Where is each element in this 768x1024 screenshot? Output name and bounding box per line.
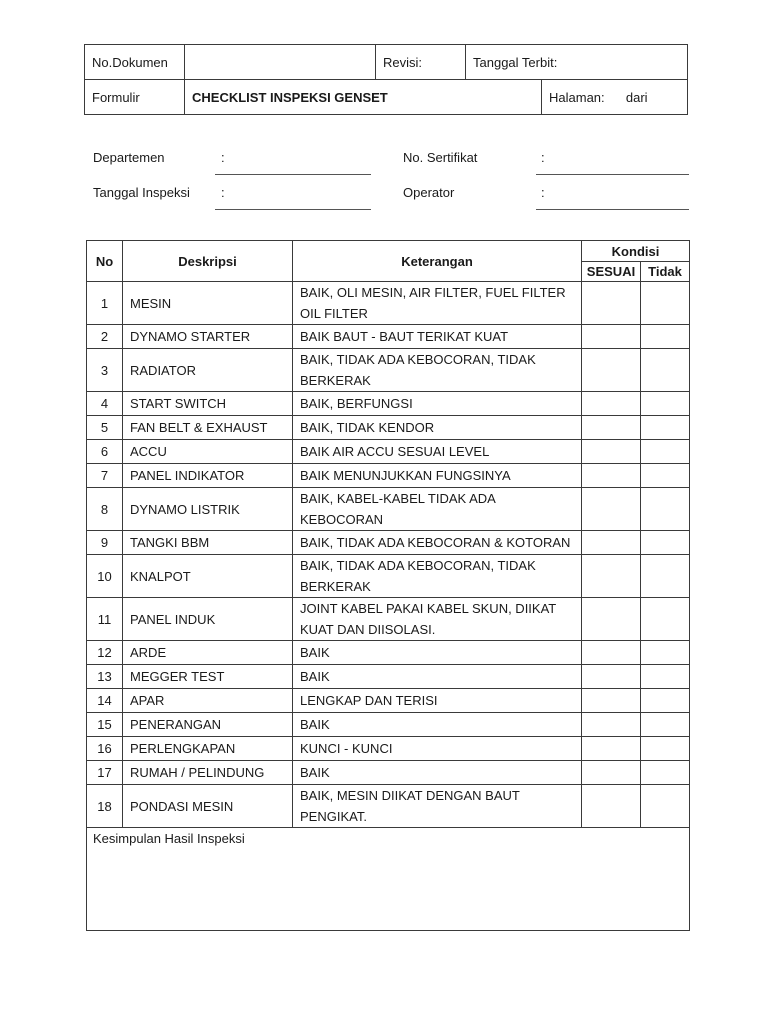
row-tidak-cell[interactable] (641, 325, 690, 349)
table-row (87, 282, 690, 325)
row-deskripsi: DYNAMO STARTER (123, 325, 293, 349)
row-sesuai-cell[interactable] (582, 464, 641, 488)
table-row (87, 349, 690, 392)
row-tidak-cell[interactable] (641, 282, 690, 325)
row-number: 15 (87, 713, 123, 737)
operator-input-line[interactable] (536, 209, 689, 210)
row-number: 8 (87, 488, 123, 531)
halaman-cell (542, 80, 688, 115)
row-tidak-cell[interactable] (641, 689, 690, 713)
row-deskripsi: FAN BELT & EXHAUST (123, 416, 293, 440)
row-tidak-cell[interactable] (641, 665, 690, 689)
table-row (87, 325, 690, 349)
table-row (87, 785, 690, 828)
row-sesuai-cell[interactable] (582, 325, 641, 349)
col-header-no: No (87, 241, 123, 282)
row-deskripsi: RADIATOR (123, 349, 293, 392)
row-deskripsi: TANGKI BBM (123, 531, 293, 555)
row-tidak-cell[interactable] (641, 713, 690, 737)
row-tidak-cell[interactable] (641, 488, 690, 531)
kesimpulan-row (87, 828, 690, 931)
revisi-label: Revisi: (376, 45, 466, 80)
row-tidak-cell[interactable] (641, 531, 690, 555)
row-tidak-cell[interactable] (641, 416, 690, 440)
row-keterangan: BAIK MENUNJUKKAN FUNGSINYA (293, 464, 582, 488)
table-row (87, 464, 690, 488)
row-tidak-cell[interactable] (641, 737, 690, 761)
row-keterangan: KUNCI - KUNCI (293, 737, 582, 761)
form-title: CHECKLIST INSPEKSI GENSET (185, 80, 542, 115)
row-keterangan: BAIK, TIDAK ADA KEBOCORAN & KOTORAN (293, 531, 582, 555)
tanggal-inspeksi-colon: : (221, 185, 225, 200)
row-sesuai-cell[interactable] (582, 349, 641, 392)
row-number: 5 (87, 416, 123, 440)
no-sertifikat-input-line[interactable] (536, 174, 689, 175)
row-sesuai-cell[interactable] (582, 531, 641, 555)
row-keterangan: BAIK (293, 641, 582, 665)
checklist-body (87, 282, 690, 828)
row-number: 11 (87, 598, 123, 641)
row-number: 18 (87, 785, 123, 828)
row-number: 2 (87, 325, 123, 349)
row-deskripsi: APAR (123, 689, 293, 713)
tanggal-inspeksi-input-line[interactable] (215, 209, 371, 210)
row-keterangan: BAIK (293, 713, 582, 737)
table-row (87, 665, 690, 689)
row-tidak-cell[interactable] (641, 464, 690, 488)
row-keterangan: LENGKAP DAN TERISI (293, 689, 582, 713)
kesimpulan-cell[interactable] (87, 828, 690, 931)
row-keterangan: BAIK (293, 665, 582, 689)
row-deskripsi: PENERANGAN (123, 713, 293, 737)
row-sesuai-cell[interactable] (582, 555, 641, 598)
no-sertifikat-label: No. Sertifikat (403, 150, 478, 165)
row-deskripsi: RUMAH / PELINDUNG (123, 761, 293, 785)
formulir-label: Formulir (85, 80, 185, 115)
document-header-table (84, 44, 688, 115)
col-header-keterangan: Keterangan (293, 241, 582, 282)
row-sesuai-cell[interactable] (582, 737, 641, 761)
row-tidak-cell[interactable] (641, 641, 690, 665)
row-number: 4 (87, 392, 123, 416)
row-number: 1 (87, 282, 123, 325)
row-sesuai-cell[interactable] (582, 416, 641, 440)
no-dokumen-label: No.Dokumen (85, 45, 185, 80)
table-header-row (87, 241, 690, 262)
col-header-sesuai: SESUAI (582, 262, 641, 282)
row-keterangan: BAIK BAUT - BAUT TERIKAT KUAT (293, 325, 582, 349)
row-number: 14 (87, 689, 123, 713)
row-keterangan: BAIK, MESIN DIIKAT DENGAN BAUT PENGIKAT. (293, 785, 582, 828)
row-number: 7 (87, 464, 123, 488)
row-number: 16 (87, 737, 123, 761)
row-sesuai-cell[interactable] (582, 713, 641, 737)
row-number: 13 (87, 665, 123, 689)
table-row (87, 416, 690, 440)
row-sesuai-cell[interactable] (582, 440, 641, 464)
table-row (87, 392, 690, 416)
row-keterangan: BAIK, TIDAK ADA KEBOCORAN, TIDAK BERKERAK (293, 349, 582, 392)
table-row (87, 440, 690, 464)
row-keterangan: BAIK AIR ACCU SESUAI LEVEL (293, 440, 582, 464)
no-dokumen-value[interactable] (185, 45, 376, 80)
header-row-document (85, 45, 688, 80)
col-header-tidak: Tidak (641, 262, 690, 282)
table-row (87, 713, 690, 737)
table-row (87, 737, 690, 761)
row-sesuai-cell[interactable] (582, 785, 641, 828)
row-sesuai-cell[interactable] (582, 392, 641, 416)
row-number: 9 (87, 531, 123, 555)
halaman-label: Halaman: (549, 89, 605, 105)
departemen-label: Departemen (93, 150, 165, 165)
row-keterangan: BAIK, TIDAK ADA KEBOCORAN, TIDAK BERKERAK (293, 555, 582, 598)
dari-label: dari (625, 89, 648, 105)
row-keterangan: BAIK, KABEL-KABEL TIDAK ADA KEBOCORAN (293, 488, 582, 531)
row-number: 12 (87, 641, 123, 665)
no-sertifikat-colon: : (541, 150, 545, 165)
row-tidak-cell[interactable] (641, 440, 690, 464)
row-number: 17 (87, 761, 123, 785)
table-row (87, 531, 690, 555)
header-row-form (85, 80, 688, 115)
row-deskripsi: DYNAMO LISTRIK (123, 488, 293, 531)
table-row (87, 689, 690, 713)
departemen-input-line[interactable] (215, 174, 371, 175)
row-tidak-cell[interactable] (641, 598, 690, 641)
row-tidak-cell[interactable] (641, 785, 690, 828)
row-deskripsi: PERLENGKAPAN (123, 737, 293, 761)
row-tidak-cell[interactable] (641, 761, 690, 785)
operator-colon: : (541, 185, 545, 200)
row-sesuai-cell[interactable] (582, 761, 641, 785)
row-deskripsi: PANEL INDUK (123, 598, 293, 641)
table-row (87, 641, 690, 665)
row-tidak-cell[interactable] (641, 392, 690, 416)
row-sesuai-cell[interactable] (582, 598, 641, 641)
row-deskripsi: ARDE (123, 641, 293, 665)
row-sesuai-cell[interactable] (582, 665, 641, 689)
row-sesuai-cell[interactable] (582, 488, 641, 531)
row-keterangan: BAIK (293, 761, 582, 785)
table-row (87, 488, 690, 531)
row-deskripsi: KNALPOT (123, 555, 293, 598)
row-keterangan: BAIK, OLI MESIN, AIR FILTER, FUEL FILTER OIL FILTER (293, 282, 582, 325)
kesimpulan-label: Kesimpulan Hasil Inspeksi (93, 831, 245, 846)
row-number: 3 (87, 349, 123, 392)
row-number: 10 (87, 555, 123, 598)
col-header-deskripsi: Deskripsi (123, 241, 293, 282)
row-deskripsi: ACCU (123, 440, 293, 464)
row-deskripsi: START SWITCH (123, 392, 293, 416)
col-header-kondisi: Kondisi (582, 241, 690, 262)
operator-label: Operator (403, 185, 455, 200)
row-deskripsi: MEGGER TEST (123, 665, 293, 689)
row-sesuai-cell[interactable] (582, 689, 641, 713)
table-row (87, 555, 690, 598)
row-keterangan: BAIK, TIDAK KENDOR (293, 416, 582, 440)
row-deskripsi: MESIN (123, 282, 293, 325)
row-keterangan: JOINT KABEL PAKAI KABEL SKUN, DIIKAT KUAT DAN DIISOLASI. (293, 598, 582, 641)
table-row (87, 598, 690, 641)
row-number: 6 (87, 440, 123, 464)
row-tidak-cell[interactable] (641, 555, 690, 598)
tanggal-inspeksi-label: Tanggal Inspeksi (93, 185, 190, 200)
checklist-table (86, 240, 690, 931)
departemen-colon: : (221, 150, 225, 165)
row-keterangan: BAIK, BERFUNGSI (293, 392, 582, 416)
table-row (87, 761, 690, 785)
row-deskripsi: PONDASI MESIN (123, 785, 293, 828)
row-tidak-cell[interactable] (641, 349, 690, 392)
row-sesuai-cell[interactable] (582, 282, 641, 325)
row-sesuai-cell[interactable] (582, 641, 641, 665)
tanggal-terbit-label: Tanggal Terbit: (466, 45, 688, 80)
row-deskripsi: PANEL INDIKATOR (123, 464, 293, 488)
